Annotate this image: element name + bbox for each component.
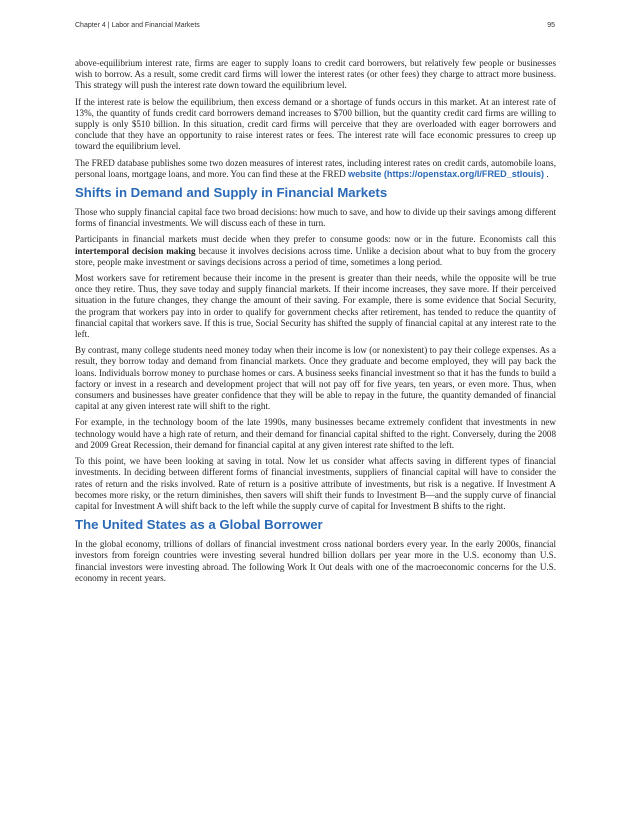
- paragraph-text: because it involves decisions across time. Unlike a decision about what to buy from the grocery store, people make investment or savings decisions across a period of time, sometimes a long period.: [75, 245, 556, 267]
- chapter-title: Chapter 4 | Labor and Financial Markets: [75, 22, 200, 29]
- paragraph: Those who supply financial capital face two broad decisions: how much to save, and how to divide up their savings among different forms of financial investments. We will discuss each of these in turn.: [75, 207, 556, 229]
- paragraph: For example, in the technology boom of the late 1990s, many businesses became extremely confident that investments in new technology would have a high rate of return, and their demand for financial capital shifted to the right. Conversely, during the 2008 and 2009 Great Recession, their demand for financial capital at any given interest rate shifted to the left.: [75, 417, 556, 450]
- key-term: intertemporal decision making: [75, 245, 196, 256]
- paragraph: above-equilibrium interest rate, firms are eager to supply loans to credit card borrowers, but relatively few people or businesses wish to borrow. As a result, some credit card firms will lower the interest rates (or other fees) they charge to attract more business. This strategy will push the interest rate down toward the equilibrium level.: [75, 58, 556, 91]
- page-content: [75, 58, 556, 589]
- paragraph: Most workers save for retirement because their income in the present is greater than their needs, while the opposite will be true once they retire. Thus, they save today and supply financial markets. If their income increases, they save more. If their perceived situation in the future changes, they change the amount of their saving. For example, there is some evidence that Social Security, the program that workers pay into in order to qualify for government checks after retirement, has tended to reduce the quantity of financial capital that workers save. If this is true, Social Security has shifted the supply of financial capital at any interest rate to the left.: [75, 273, 556, 340]
- paragraph: By contrast, many college students need money today when their income is low (or nonexistent) to pay their college expenses. As a result, they borrow today and demand from financial markets. Once they graduate and become employed, they will pay back the loans. Individuals borrow money to purchase homes or cars. A business seeks financial investment so that it has the funds to build a factory or invest in a research and development project that will not pay off for five years, ten years, or even more. Thus, when consumers and businesses have greater confidence that they will be able to repay in the future, the quantity demanded of financial capital at any given interest rate will shift to the right.: [75, 345, 556, 412]
- page-number: 95: [547, 22, 555, 29]
- fred-text-end: .: [544, 168, 549, 179]
- paragraph: In the global economy, trillions of dollars of financial investment cross national borders every year. In the early 2000s, financial investors from foreign countries were investing several hundred billion dollars per year more in the U.S. economy than U.S. financial investors were investing abroad. The following Work It Out deals with one of the macroeconomic concerns for the U.S. economy in recent years.: [75, 539, 556, 583]
- fred-website-link[interactable]: website (https://openstax.org/l/FRED_stlouis): [348, 168, 545, 179]
- section-heading-global-borrower: The United States as a Global Borrower: [75, 517, 323, 533]
- fred-text: The FRED database publishes some two dozen measures of interest rates, including interest rates on credit cards, automobile loans, personal loans, mortgage loans, and more. You can find these at the FRED: [75, 157, 556, 179]
- paragraph-text: Participants in financial markets must decide when they prefer to consume goods: now or in the future. Economists call this: [75, 234, 556, 245]
- paragraph: [75, 234, 556, 268]
- paragraph: To this point, we have been looking at saving in total. Now let us consider what affects saving in different types of financial investments. In deciding between different forms of financial investments, suppliers of financial capital will have to consider the rates of return and the risks involved. Rate of return is a positive attribute of investments, but risk is a negative. If Investment A becomes more risky, or the return diminishes, then savers will shift their funds to Investment B—and the supply curve of financial capital for Investment A will shift back to the left while the supply curve of capital for Investment B shifts to the right.: [75, 456, 556, 511]
- fred-paragraph: [75, 158, 556, 180]
- section-heading-shifts: Shifts in Demand and Supply in Financial Markets: [75, 185, 388, 201]
- page-header: [75, 22, 555, 36]
- paragraph: If the interest rate is below the equilibrium, then excess demand or a shortage of funds occurs in this market. At an interest rate of 13%, the quantity of funds credit card borrowers demand increases to $700 billion, but the quantity credit card firms are willing to supply is only $510 billion. In this situation, credit card firms will perceive that they are overloaded with eager borrowers and conclude that they have an opportunity to raise interest rates or fees. The interest rate will face economic pressures to creep up toward the equilibrium level.: [75, 96, 556, 152]
